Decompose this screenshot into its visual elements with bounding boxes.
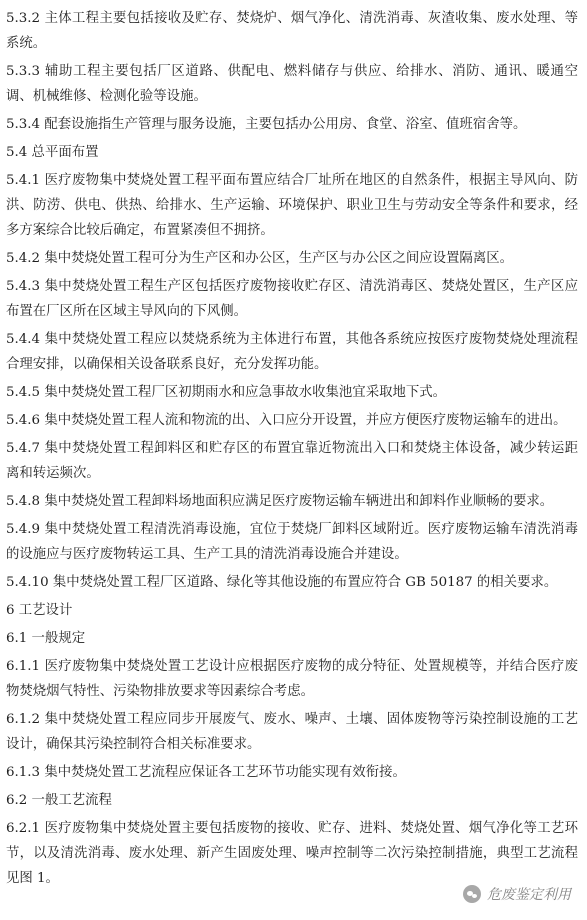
clause-5-4-4: 5.4.4 集中焚烧处置工程应以焚烧系统为主体进行布置，其他各系统应按医疗废物焚烧处理流程合理安排，以确保相关设备联系良好，充分发挥功能。 (6, 332, 578, 372)
clause-6-1-2: 6.1.2 集中焚烧处置工程应同步开展废气、废水、噪声、土壤、固体废物等污染控制设施的工艺设计，确保其污染控制符合相关标准要求。 (6, 712, 578, 752)
section-heading-6-2: 6.2 一般工艺流程 (6, 793, 112, 808)
watermark (463, 884, 571, 904)
document-body (6, 6, 578, 894)
clause-5-3-4: 5.3.4 配套设施指生产管理与服务设施，主要包括办公用房、食堂、浴室、值班宿舍等。 (6, 117, 527, 132)
clause-5-3-2: 5.3.2 主体工程主要包括接收及贮存、焚烧炉、烟气净化、清洗消毒、灰渣收集、废水处理、等系统。 (6, 11, 578, 51)
clause-5-3-3: 5.3.3 辅助工程主要包括厂区道路、供配电、燃料储存与供应、给排水、消防、通讯、暖通空调、机械维修、检测化验等设施。 (6, 64, 578, 104)
clause-5-4-10: 5.4.10 集中焚烧处置工程厂区道路、绿化等其他设施的布置应符合 GB 50187 的相关要求。 (6, 575, 558, 590)
clause-6-2-1: 6.2.1 医疗废物集中焚烧处置主要包括废物的接收、贮存、进料、焚烧处置、烟气净化等工艺环节，以及清洗消毒、废水处理、新产生固废处理、噪声控制等二次污染控制措施，典型工艺流程见图 1。 (6, 821, 578, 886)
section-heading-6: 6 工艺设计 (6, 603, 73, 618)
section-heading-6-1: 6.1 一般规定 (6, 631, 86, 646)
clause-5-4-6: 5.4.6 集中焚烧处置工程人流和物流的出、入口应分开设置，并应方便医疗废物运输车的进出。 (6, 413, 567, 428)
watermark-text: 危废鉴定利用 (487, 887, 571, 903)
clause-6-1-3: 6.1.3 集中焚烧处置工艺流程应保证各工艺环节功能实现有效衔接。 (6, 765, 406, 780)
clause-5-4-5: 5.4.5 集中焚烧处置工程厂区初期雨水和应急事故水收集池宜采取地下式。 (6, 385, 447, 400)
clause-5-4-1: 5.4.1 医疗废物集中焚烧处置工程平面布置应结合厂址所在地区的自然条件，根据主导风向、防洪、防涝、供电、供热、给排水、生产运输、环境保护、职业卫生与劳动安全等条件和要求，经多方案综合比较后确定，布置紧凑但不拥挤。 (6, 173, 578, 238)
clause-5-4-2: 5.4.2 集中焚烧处置工程可分为生产区和办公区，生产区与办公区之间应设置隔离区。 (6, 251, 513, 266)
clause-5-4-9: 5.4.9 集中焚烧处置工程清洗消毒设施，宜位于焚烧厂卸料区域附近。医疗废物运输车清洗消毒的设施应与医疗废物转运工具、生产工具的清洗消毒设施合并建设。 (6, 522, 578, 562)
clause-5-4-8: 5.4.8 集中焚烧处置工程卸料场地面积应满足医疗废物运输车辆进出和卸料作业顺畅的要求。 (6, 494, 554, 509)
clause-5-4-7: 5.4.7 集中焚烧处置工程卸料区和贮存区的布置宜靠近物流出入口和焚烧主体设备，减少转运距离和转运频次。 (6, 441, 578, 481)
section-heading-5-4: 5.4 总平面布置 (6, 145, 99, 160)
wechat-icon (463, 885, 481, 903)
clause-6-1-1: 6.1.1 医疗废物集中焚烧处置工艺设计应根据医疗废物的成分特征、处置规模等，并结合医疗废物焚烧烟气特性、污染物排放要求等因素综合考虑。 (6, 659, 578, 699)
clause-5-4-3: 5.4.3 集中焚烧处置工程生产区包括医疗废物接收贮存区、清洗消毒区、焚烧处置区，生产区应布置在厂区所在区域主导风向的下风侧。 (6, 279, 578, 319)
